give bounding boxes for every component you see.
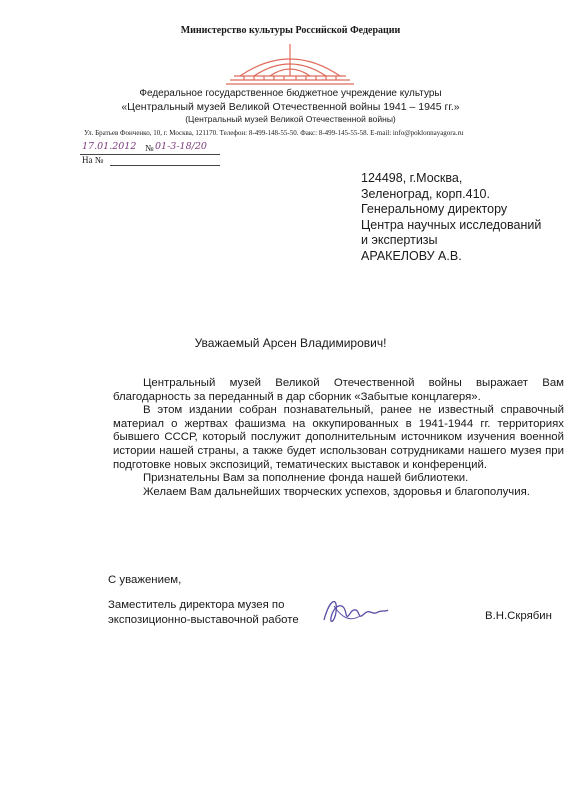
handwritten-date: 17.01.2012 (82, 141, 137, 152)
ministry-header: Министерство культуры Российской Федерации (180, 25, 401, 36)
recipient-line: 124498, г.Москва, (361, 171, 463, 185)
number-label: № (145, 143, 154, 153)
org-short-name-line: (Центральный музей Великой Отечественной войны) (185, 114, 396, 124)
recipient-line: Генеральному директору (361, 202, 508, 217)
body-paragraph: Признательны Вам за пополнение фонда нашей библиотеки. (143, 472, 469, 485)
reply-to-label: На № (82, 155, 104, 165)
signatory-name: В.Н.Скрябин (485, 610, 552, 622)
salutation: Уважаемый Арсен Владимирович! (194, 336, 387, 350)
recipient-line: и экспертизы (361, 233, 438, 248)
org-type-line: Федеральное государственное бюджетное учреждение культуры (139, 88, 442, 99)
museum-logo-icon (220, 42, 360, 86)
recipient-line: Зеленоград, корп.410. (361, 186, 490, 201)
org-name-line: «Центральный музей Великой Отечественной войны 1941 – 1945 гг.» (121, 101, 460, 113)
position-line: экспозиционно-выставочной работе (108, 614, 299, 626)
org-contacts: Ул. Братьев Фонченко, 10, г. Москва, 121170. Телефон: 8-499-148-55-50. Факс: 8-499-145-55-58. E-mail: info@poklonnayagora.ru (84, 129, 464, 137)
body-paragraph: В этом издании собран познавательный, ранее не известный справочный материал о жертвах фашизма на оккупированных в 1941-1944 гг. территориях бывшего СССР, который послужит дополнительным источником изучения военной истории нашей страны, а также будет использован сотрудниками нашего музея при подготовке новых экспозиций, тематических выставок и конференций. (113, 404, 564, 471)
body-paragraph: Желаем Вам дальнейших творческих успехов, здоровья и благополучия. (143, 485, 530, 498)
position-line: Заместитель директора музея по (108, 599, 285, 611)
signatory-position (108, 598, 299, 628)
reply-to-line (110, 165, 220, 166)
recipient-address (361, 171, 541, 265)
letter-body (113, 377, 564, 499)
recipient-line: Центра научных исследований (361, 217, 542, 232)
handwritten-number: 01-3-18/20 (155, 141, 207, 152)
recipient-line: АРАКЕЛОВУ А.В. (361, 248, 462, 263)
closing: С уважением, (108, 574, 182, 586)
body-paragraph: Центральный музей Великой Отечественной войны выражает Вам благодарность за переданный в дар сборник «Забытые концлагеря». (113, 377, 564, 403)
signature-icon (320, 592, 390, 632)
